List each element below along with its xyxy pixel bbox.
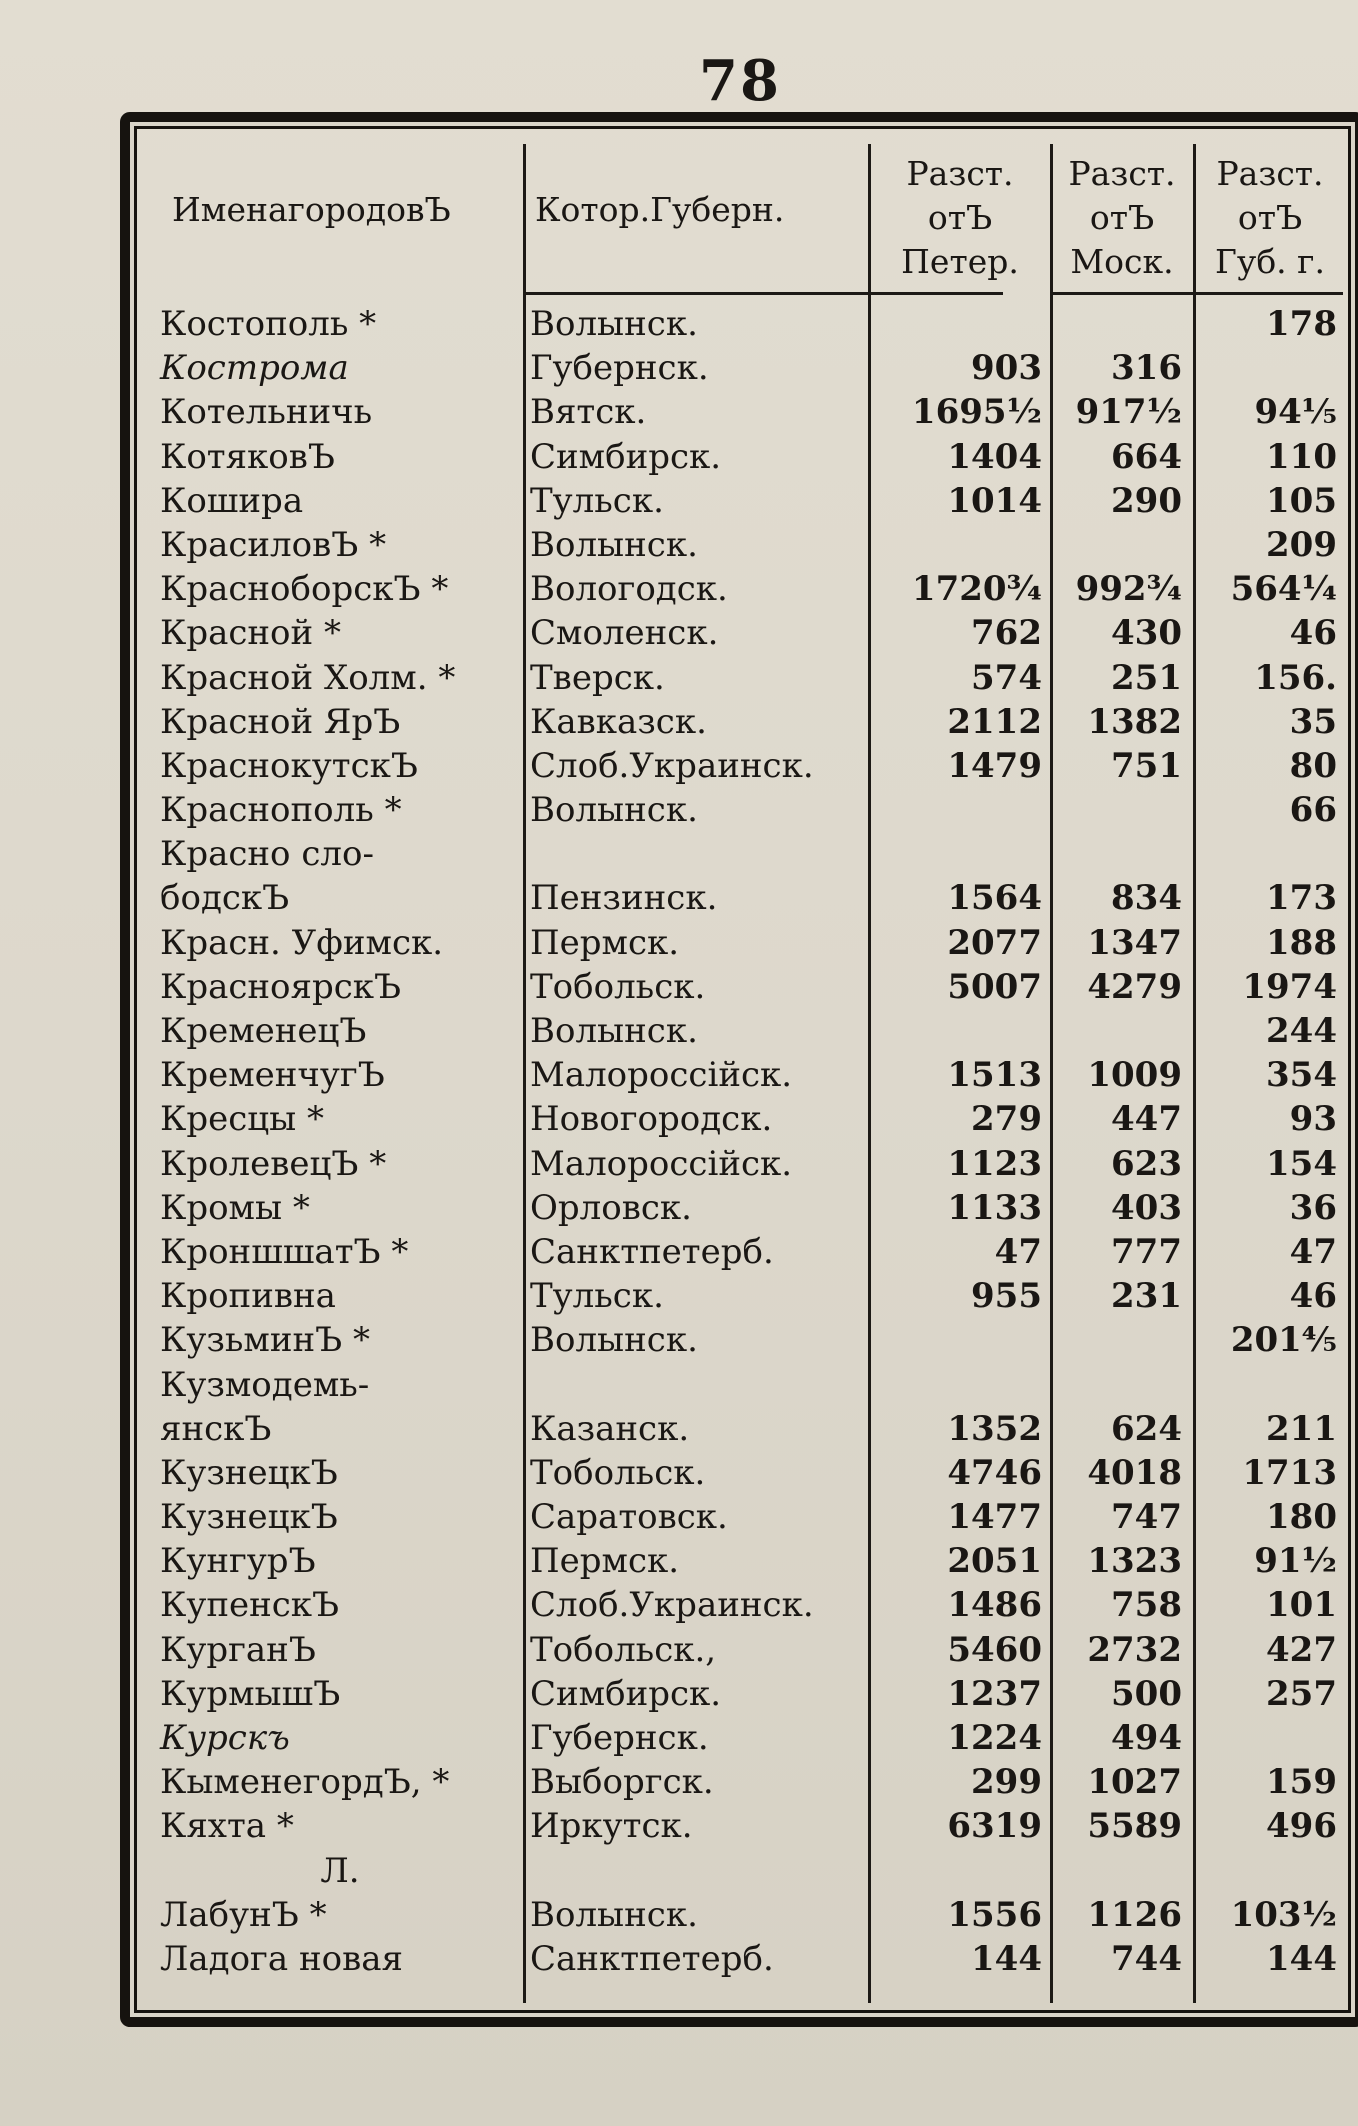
city-name: Кузмодемь- xyxy=(160,1364,370,1405)
distance-petersburg: 144 xyxy=(971,1938,1042,1979)
distance-petersburg: 2051 xyxy=(947,1541,1042,1582)
gubernia-name: Выборгск. xyxy=(530,1762,714,1803)
distance-gubernia-city: 91½ xyxy=(1254,1541,1337,1582)
header-divider xyxy=(1050,292,1193,295)
table-row xyxy=(130,1628,1355,1672)
table-row xyxy=(130,876,1355,920)
distance-petersburg: 1404 xyxy=(947,436,1042,477)
gubernia-name: Саратовск. xyxy=(530,1497,728,1538)
distance-moscow: 4018 xyxy=(1087,1452,1182,1493)
table-row xyxy=(130,1583,1355,1627)
table-row xyxy=(130,1716,1355,1760)
table-row xyxy=(130,611,1355,655)
distance-gubernia-city: 354 xyxy=(1266,1055,1337,1096)
city-name: КрасноярскЪ xyxy=(160,966,402,1007)
header-text: Разст. xyxy=(1068,154,1176,193)
distance-petersburg: 1237 xyxy=(947,1673,1042,1714)
table-row xyxy=(130,744,1355,788)
distance-moscow: 1347 xyxy=(1087,922,1182,963)
distance-petersburg: 1720¾ xyxy=(911,569,1042,610)
table-row xyxy=(130,1451,1355,1495)
city-name: Курскъ xyxy=(160,1718,290,1758)
distance-gubernia-city: 80 xyxy=(1289,745,1337,786)
distance-petersburg: 6319 xyxy=(947,1806,1042,1847)
city-name: Красн. Уфимск. xyxy=(160,922,444,963)
table-frame xyxy=(120,112,1358,2027)
distance-gubernia-city: 1713 xyxy=(1242,1452,1337,1493)
gubernia-name: Волынск. xyxy=(530,1894,698,1935)
city-name: КунгурЪ xyxy=(160,1541,316,1582)
gubernia-name: Слоб.Украинск. xyxy=(530,1585,814,1626)
table-row xyxy=(130,656,1355,700)
distance-moscow: 494 xyxy=(1111,1718,1182,1758)
distance-petersburg: 762 xyxy=(971,613,1042,654)
gubernia-name: Малороссійск. xyxy=(530,1143,793,1184)
distance-gubernia-city: 173 xyxy=(1266,878,1337,919)
distance-moscow: 231 xyxy=(1111,1276,1182,1317)
distance-moscow: 1027 xyxy=(1087,1762,1182,1803)
gubernia-name: Санктпетерб. xyxy=(530,1231,774,1272)
distance-gubernia-city: 93 xyxy=(1289,1099,1337,1140)
table-body xyxy=(130,302,1355,1981)
distance-gubernia-city: 159 xyxy=(1266,1762,1337,1803)
city-name: Кропивна xyxy=(160,1276,336,1317)
gubernia-name: Тобольск., xyxy=(530,1629,717,1670)
distance-moscow: 5589 xyxy=(1087,1806,1182,1847)
table-row xyxy=(130,390,1355,434)
city-name: Ладога новая xyxy=(160,1938,403,1979)
city-name: Кошира xyxy=(160,480,304,521)
header-divider xyxy=(523,292,1003,295)
table-row xyxy=(130,1760,1355,1804)
distance-gubernia-city: 564¼ xyxy=(1230,569,1337,610)
distance-petersburg: 2077 xyxy=(947,922,1042,963)
gubernia-name: Тобольск. xyxy=(530,966,706,1007)
table-row xyxy=(130,700,1355,744)
header-text: отЪ xyxy=(1237,198,1303,237)
distance-petersburg: 1486 xyxy=(947,1585,1042,1626)
gubernia-name: Волынск. xyxy=(530,1320,698,1361)
distance-moscow: 4279 xyxy=(1087,966,1182,1007)
distance-gubernia-city: 105 xyxy=(1266,480,1337,521)
distance-petersburg: 1123 xyxy=(947,1143,1042,1184)
distance-moscow: 777 xyxy=(1111,1231,1182,1272)
distance-moscow: 751 xyxy=(1111,745,1182,786)
distance-moscow: 251 xyxy=(1111,657,1182,698)
table-row xyxy=(130,1053,1355,1097)
distance-moscow: 1009 xyxy=(1087,1055,1182,1096)
table-row xyxy=(130,1318,1355,1362)
gubernia-name: Губернск. xyxy=(530,1718,709,1758)
distance-petersburg: 1564 xyxy=(947,878,1042,919)
city-name: КыменегордЪ, * xyxy=(160,1762,450,1803)
distance-gubernia-city: 110 xyxy=(1266,436,1337,477)
city-name: Костополь * xyxy=(160,304,377,344)
distance-petersburg: 5460 xyxy=(947,1629,1042,1670)
distance-moscow: 664 xyxy=(1111,436,1182,477)
city-name: Котельничь xyxy=(160,392,373,433)
header-text: Петер. xyxy=(901,242,1019,281)
table-row xyxy=(130,523,1355,567)
distance-gubernia-city: 154 xyxy=(1266,1143,1337,1184)
distance-gubernia-city: 35 xyxy=(1289,701,1337,742)
city-name: Кострома xyxy=(160,348,349,389)
distance-gubernia-city: 103½ xyxy=(1230,1894,1337,1935)
distance-gubernia-city: 257 xyxy=(1266,1673,1337,1714)
table-row xyxy=(130,1230,1355,1274)
table-row xyxy=(130,1893,1355,1937)
header-distance-petersburg xyxy=(870,152,1050,284)
gubernia-name: Слоб.Украинск. xyxy=(530,745,814,786)
distance-petersburg: 1014 xyxy=(947,480,1042,521)
header-city: ИменагородовЪ xyxy=(172,190,451,229)
distance-gubernia-city: 66 xyxy=(1289,790,1337,831)
table-row xyxy=(130,832,1355,876)
distance-moscow: 624 xyxy=(1111,1408,1182,1449)
gubernia-name: Вятск. xyxy=(530,392,647,433)
header-text: Моск. xyxy=(1070,242,1174,281)
header-text: Разст. xyxy=(1216,154,1324,193)
table-row xyxy=(130,1539,1355,1583)
distance-gubernia-city: 496 xyxy=(1266,1806,1337,1847)
gubernia-name: Пермск. xyxy=(530,922,680,963)
distance-gubernia-city: 201⅘ xyxy=(1230,1320,1337,1361)
table-row xyxy=(130,302,1355,346)
header-text: отЪ xyxy=(1089,198,1155,237)
city-name: янскЪ xyxy=(160,1408,272,1449)
gubernia-name: Вологодск. xyxy=(530,569,728,610)
table-row xyxy=(130,1186,1355,1230)
distance-petersburg: 903 xyxy=(971,348,1042,389)
gubernia-name: Иркутск. xyxy=(530,1806,693,1847)
header-text: отЪ xyxy=(927,198,993,237)
distance-gubernia-city: 94⅕ xyxy=(1254,392,1337,433)
distance-moscow: 747 xyxy=(1111,1497,1182,1538)
distance-moscow: 1323 xyxy=(1087,1541,1182,1582)
header-text: Губ. г. xyxy=(1215,242,1325,281)
header-divider xyxy=(1193,292,1343,295)
distance-gubernia-city: 36 xyxy=(1289,1187,1337,1228)
header-gubernia: Котор.Губерн. xyxy=(535,190,785,229)
gubernia-name: Губернск. xyxy=(530,348,709,389)
table-row xyxy=(130,1274,1355,1318)
distance-moscow: 992¾ xyxy=(1075,569,1182,610)
table-row xyxy=(130,1142,1355,1186)
table-row xyxy=(130,1804,1355,1848)
distance-petersburg: 5007 xyxy=(947,966,1042,1007)
city-name: КролевецЪ * xyxy=(160,1143,387,1184)
table-row xyxy=(130,788,1355,832)
gubernia-name: Пензинск. xyxy=(530,878,718,919)
distance-moscow: 623 xyxy=(1111,1143,1182,1184)
city-name: КрасноборскЪ * xyxy=(160,569,449,610)
table-row xyxy=(130,346,1355,390)
distance-petersburg: 1477 xyxy=(947,1497,1042,1538)
city-name: КотяковЪ xyxy=(160,436,335,477)
city-name: КузнецкЪ xyxy=(160,1452,338,1493)
gubernia-name: Тульск. xyxy=(530,1276,664,1317)
distance-moscow: 430 xyxy=(1111,613,1182,654)
city-name: КременчугЪ xyxy=(160,1055,385,1096)
gubernia-name: Казанск. xyxy=(530,1408,690,1449)
distance-moscow: 917½ xyxy=(1075,392,1182,433)
table-row xyxy=(130,1937,1355,1981)
distance-moscow: 1126 xyxy=(1087,1894,1182,1935)
distance-petersburg: 299 xyxy=(971,1762,1042,1803)
distance-moscow: 290 xyxy=(1111,480,1182,521)
distance-gubernia-city: 188 xyxy=(1266,922,1337,963)
distance-petersburg: 1513 xyxy=(947,1055,1042,1096)
gubernia-name: Санктпетерб. xyxy=(530,1938,774,1979)
city-name: Красно сло- xyxy=(160,834,374,875)
header-distance-gubernia-city xyxy=(1195,152,1345,284)
distance-moscow: 758 xyxy=(1111,1585,1182,1626)
table-row xyxy=(130,1009,1355,1053)
distance-gubernia-city: 180 xyxy=(1266,1497,1337,1538)
distance-moscow: 1382 xyxy=(1087,701,1182,742)
distance-gubernia-city: 144 xyxy=(1266,1938,1337,1979)
city-name: Красной ЯрЪ xyxy=(160,701,401,742)
city-name: КузнецкЪ xyxy=(160,1497,338,1538)
distance-gubernia-city: 46 xyxy=(1289,1276,1337,1317)
header-text: Разст. xyxy=(906,154,1014,193)
table-row xyxy=(130,567,1355,611)
city-name: Кяхта * xyxy=(160,1806,294,1847)
distance-gubernia-city: 427 xyxy=(1266,1629,1337,1670)
city-name: КурмышЪ xyxy=(160,1673,341,1714)
distance-gubernia-city: 156. xyxy=(1254,657,1337,698)
gubernia-name: Тульск. xyxy=(530,480,664,521)
distance-petersburg: 1133 xyxy=(947,1187,1042,1228)
gubernia-name: Симбирск. xyxy=(530,436,722,477)
distance-moscow: 403 xyxy=(1111,1187,1182,1228)
distance-gubernia-city: 46 xyxy=(1289,613,1337,654)
distance-moscow: 316 xyxy=(1111,348,1182,389)
city-name: КроншшатЪ * xyxy=(160,1231,409,1272)
table-row xyxy=(130,435,1355,479)
gubernia-name: Кавказск. xyxy=(530,701,707,742)
table-row xyxy=(130,1495,1355,1539)
table-row xyxy=(130,1672,1355,1716)
distance-moscow: 500 xyxy=(1111,1673,1182,1714)
gubernia-name: Симбирск. xyxy=(530,1673,722,1714)
distance-petersburg: 1556 xyxy=(947,1894,1042,1935)
city-name: Краснополь * xyxy=(160,790,402,831)
distance-moscow: 834 xyxy=(1111,878,1182,919)
city-name: КрасиловЪ * xyxy=(160,524,387,565)
distance-petersburg: 279 xyxy=(971,1099,1042,1140)
city-name: КраснокутскЪ xyxy=(160,745,418,786)
gubernia-name: Волынск. xyxy=(530,790,698,831)
city-name: ЛабунЪ * xyxy=(160,1894,327,1935)
distance-petersburg: 4746 xyxy=(947,1452,1042,1493)
gubernia-name: Орловск. xyxy=(530,1187,692,1228)
city-name: КузьминЪ * xyxy=(160,1320,370,1361)
city-name: КупенскЪ xyxy=(160,1585,340,1626)
city-name: бодскЪ xyxy=(160,878,290,919)
distance-gubernia-city: 209 xyxy=(1266,524,1337,565)
distance-moscow: 2732 xyxy=(1087,1629,1182,1670)
city-name: КременецЪ xyxy=(160,1011,367,1051)
distance-petersburg: 2112 xyxy=(947,701,1042,742)
gubernia-name: Волынск. xyxy=(530,1011,698,1051)
distance-gubernia-city: 211 xyxy=(1266,1408,1337,1449)
city-name: КурганЪ xyxy=(160,1629,316,1670)
city-name: Красной * xyxy=(160,613,341,654)
distance-gubernia-city: 178 xyxy=(1266,304,1337,344)
distance-moscow: 744 xyxy=(1111,1938,1182,1979)
table-row xyxy=(130,1849,1355,1893)
table-row xyxy=(130,479,1355,523)
gubernia-name: Малороссійск. xyxy=(530,1055,793,1096)
city-name: Красной Холм. * xyxy=(160,657,456,698)
table-row xyxy=(130,1363,1355,1407)
distance-gubernia-city: 101 xyxy=(1266,1585,1337,1626)
distance-petersburg: 47 xyxy=(994,1231,1042,1272)
distance-gubernia-city: 1974 xyxy=(1242,966,1337,1007)
table-row xyxy=(130,921,1355,965)
gubernia-name: Пермск. xyxy=(530,1541,680,1582)
gubernia-name: Тобольск. xyxy=(530,1452,706,1493)
city-name: Кресцы * xyxy=(160,1099,324,1140)
table-row xyxy=(130,1407,1355,1451)
gubernia-name: Волынск. xyxy=(530,524,698,565)
distance-petersburg: 955 xyxy=(971,1276,1042,1317)
gubernia-name: Волынск. xyxy=(530,304,698,344)
distance-petersburg: 1695½ xyxy=(911,392,1042,433)
distance-moscow: 447 xyxy=(1111,1099,1182,1140)
distance-petersburg: 1352 xyxy=(947,1408,1042,1449)
table-row xyxy=(130,965,1355,1009)
distance-gubernia-city: 47 xyxy=(1289,1231,1337,1272)
table-row xyxy=(130,1097,1355,1141)
header-distance-moscow xyxy=(1052,152,1192,284)
page-number: 78 xyxy=(699,48,781,114)
distance-gubernia-city: 244 xyxy=(1266,1011,1337,1051)
distance-petersburg: 1479 xyxy=(947,745,1042,786)
gubernia-name: Тверск. xyxy=(530,657,665,698)
city-name: Л. xyxy=(320,1850,360,1891)
distance-petersburg: 574 xyxy=(971,657,1042,698)
gubernia-name: Смоленск. xyxy=(530,613,719,654)
city-name: Кромы * xyxy=(160,1187,310,1228)
distance-petersburg: 1224 xyxy=(947,1718,1042,1758)
gubernia-name: Новогородск. xyxy=(530,1099,773,1140)
